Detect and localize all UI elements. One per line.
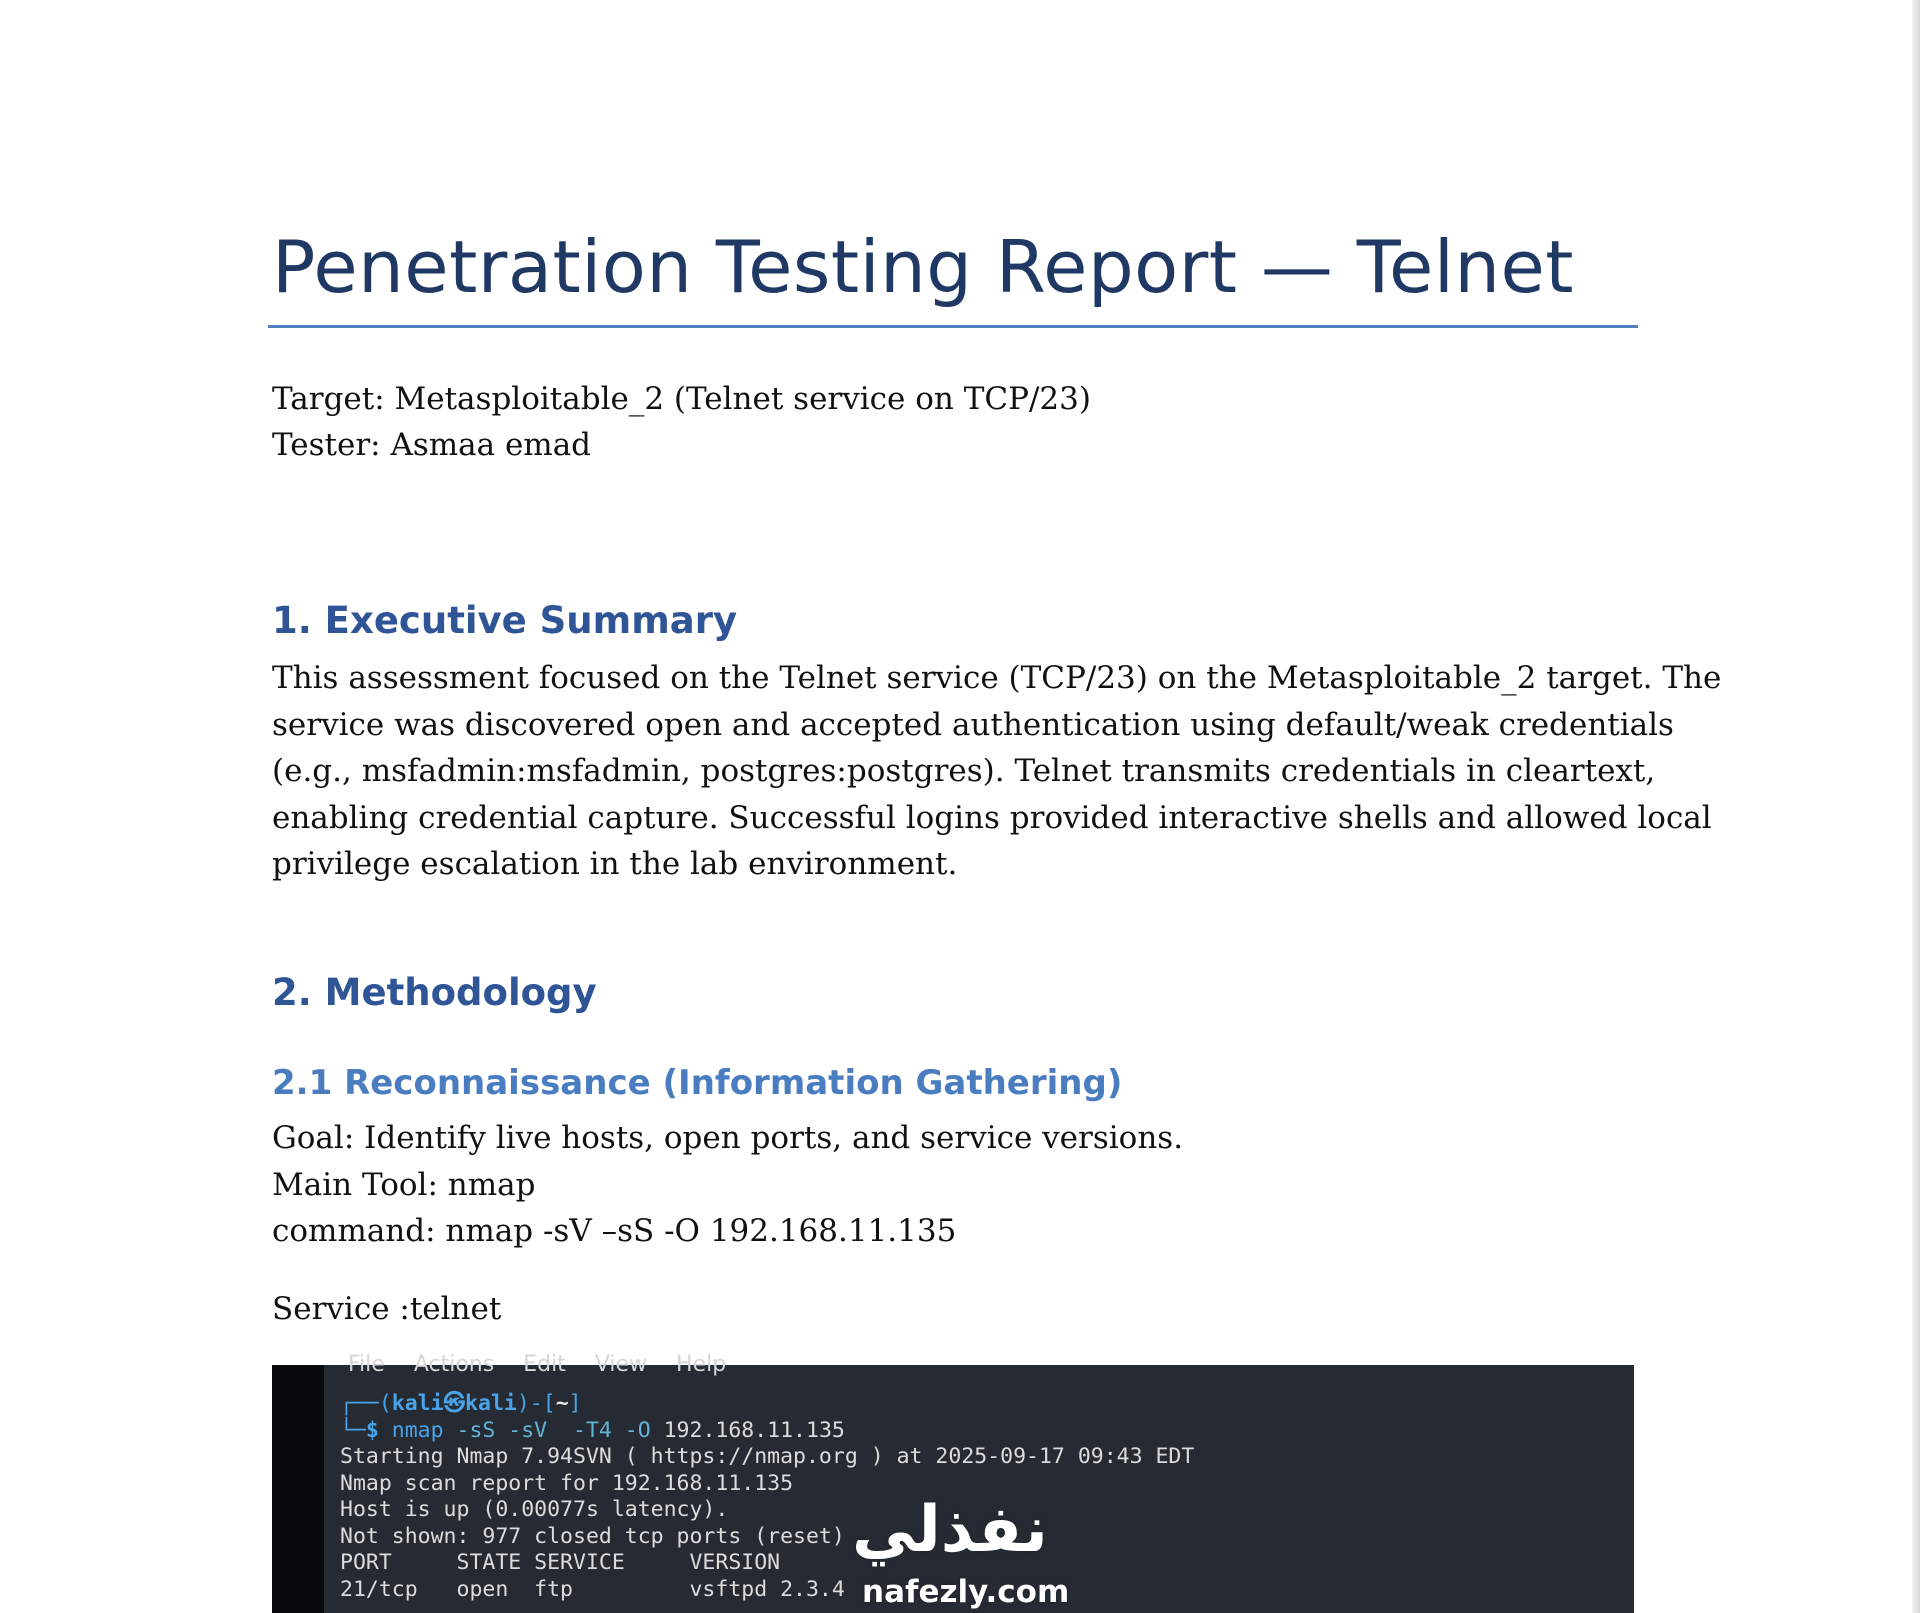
report-meta bbox=[272, 376, 1091, 468]
page-edge-shadow bbox=[1912, 0, 1920, 1613]
summary-line: service was discovered open and accepted authentication using default/weak credentials bbox=[272, 706, 1674, 743]
watermark-arabic-text: نفذلي bbox=[852, 1493, 1048, 1567]
terminal-prompt-line: ┌──(kali㉿kali)-[~] bbox=[340, 1391, 582, 1416]
heading-reconnaissance: 2.1 Reconnaissance (Information Gathering) bbox=[272, 1063, 1123, 1103]
summary-line: privilege escalation in the lab environment. bbox=[272, 846, 958, 882]
terminal-dark-edge bbox=[272, 1365, 324, 1613]
terminal-command-name: nmap bbox=[391, 1417, 444, 1443]
terminal-output-line: Not shown: 977 closed tcp ports (reset) bbox=[340, 1523, 845, 1549]
terminal-prompt-user: kali㉿kali bbox=[391, 1391, 517, 1416]
heading-executive-summary: 1. Executive Summary bbox=[272, 599, 738, 642]
target-line: Target: Metasploitable_2 (Telnet service on TCP/23) bbox=[272, 381, 1091, 417]
terminal-command-flags: -sS -sV -T4 -O bbox=[443, 1417, 651, 1443]
terminal-screenshot bbox=[272, 1352, 1634, 1613]
report-title: Penetration Testing Report — Telnet bbox=[272, 225, 1575, 309]
summary-line: (e.g., msfadmin:msfadmin, postgres:postgres). Telnet transmits credentials in cleartext, bbox=[272, 753, 1656, 789]
terminal-prompt-dir: ~ bbox=[555, 1391, 569, 1416]
heading-methodology: 2. Methodology bbox=[272, 971, 597, 1014]
executive-summary-paragraph bbox=[272, 655, 1722, 888]
terminal-output-line: Host is up (0.00077s latency). bbox=[340, 1497, 729, 1522]
terminal-menubar bbox=[348, 1352, 748, 1377]
title-underline-rule bbox=[268, 325, 1638, 328]
service-paragraph bbox=[272, 1286, 1642, 1333]
terminal-output-line: PORT STATE SERVICE VERSION bbox=[340, 1550, 781, 1575]
terminal-menu-edit: Edit bbox=[523, 1352, 566, 1377]
terminal-menu-view: View bbox=[594, 1352, 648, 1377]
goal-line: Goal: Identify live hosts, open ports, and service versions. bbox=[272, 1120, 1184, 1156]
tester-line: Tester: Asmaa emad bbox=[272, 427, 592, 463]
terminal-output-line: Nmap scan report for 192.168.11.135 bbox=[340, 1470, 794, 1496]
terminal-menu-help: Help bbox=[676, 1352, 727, 1377]
watermark-url-text: nafezly.com bbox=[862, 1574, 1070, 1610]
terminal-command-line: └─$ nmap -sS -sV -T4 -O 192.168.11.135 bbox=[340, 1417, 845, 1443]
terminal-menu-file: File bbox=[348, 1352, 385, 1377]
reconnaissance-details bbox=[272, 1115, 1642, 1255]
summary-line: enabling credential capture. Successful logins provided interactive shells and allowed local bbox=[272, 799, 1712, 836]
terminal-menu-actions: Actions bbox=[413, 1352, 495, 1377]
terminal-output-line: 21/tcp open ftp vsftpd 2.3.4 bbox=[340, 1576, 845, 1602]
terminal-output bbox=[340, 1391, 1194, 1603]
terminal-command-target: 192.168.11.135 bbox=[650, 1417, 845, 1443]
terminal-output-line: Starting Nmap 7.94SVN ( https://nmap.org ) at 2025-09-17 09:43 EDT bbox=[340, 1444, 1195, 1469]
service-line: Service :telnet bbox=[272, 1291, 502, 1327]
command-line: command: nmap -sV –sS -O 192.168.11.135 bbox=[272, 1213, 957, 1249]
main-tool-line: Main Tool: nmap bbox=[272, 1166, 536, 1203]
summary-line: This assessment focused on the Telnet service (TCP/23) on the Metasploitable_2 target. The bbox=[272, 660, 1722, 696]
